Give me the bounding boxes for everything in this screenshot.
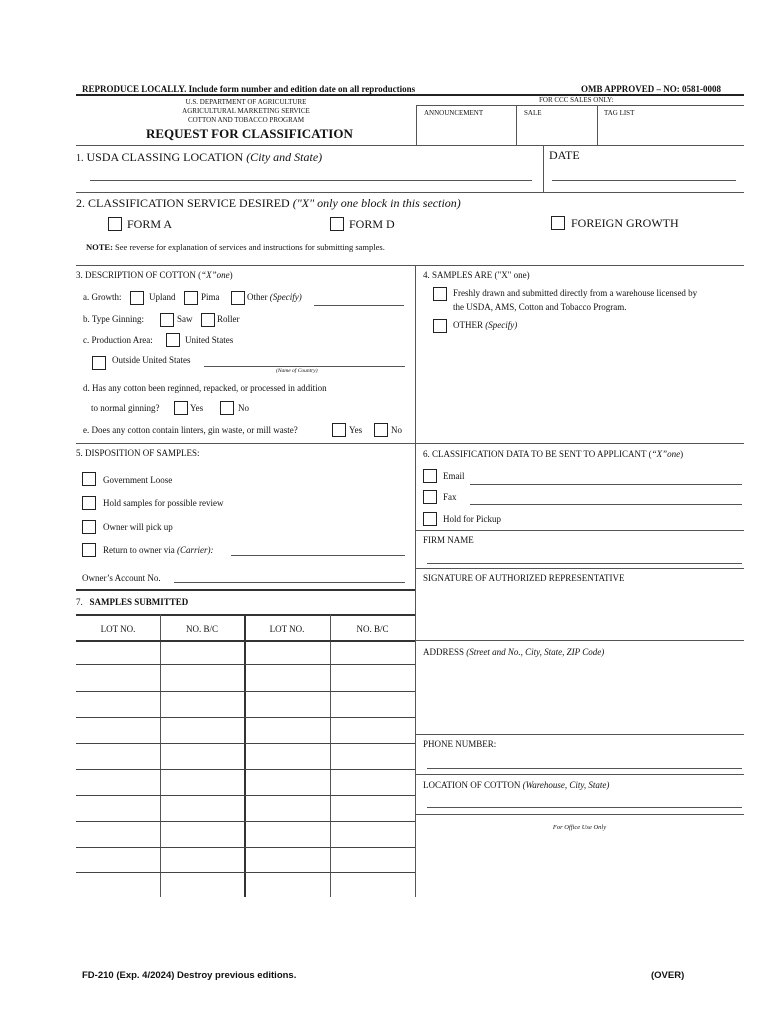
section1-label: 1. USDA CLASSING LOCATION (City and State) [76, 150, 323, 164]
roller-label: Roller [217, 314, 240, 324]
date-field[interactable] [552, 180, 736, 181]
table-row[interactable] [76, 769, 415, 770]
email-field[interactable] [470, 484, 742, 485]
email-checkbox[interactable] [423, 469, 437, 483]
samples-table [76, 614, 415, 897]
freshly-drawn-checkbox[interactable] [433, 287, 447, 301]
col-no-bc-2: NO. B/C [356, 624, 389, 634]
table-row[interactable] [76, 795, 415, 796]
ccc-announcement-label: ANNOUNCEMENT [424, 109, 484, 117]
office-use-label: For Office Use Only [552, 824, 607, 831]
reginned-yes-checkbox[interactable] [174, 401, 188, 415]
upland-checkbox[interactable] [130, 291, 144, 305]
linters-yes-checkbox[interactable] [332, 423, 346, 437]
growth-label: a. Growth: [83, 292, 122, 302]
date-label: DATE [549, 148, 580, 162]
ccc-tag-list-label: TAG LIST [604, 109, 635, 117]
table-header-rule [76, 640, 415, 642]
united-states-label: United States [185, 335, 234, 345]
reproduce-note: REPRODUCE LOCALLY. Include form number and edition date on all reproductions [82, 84, 416, 94]
agency-line-2: AGRICULTURAL MARKETING SERVICE [182, 107, 310, 115]
section6-label: 6. CLASSIFICATION DATA TO BE SENT TO APPLICANT (“X”one) [423, 449, 684, 459]
reginned-question-cont: to normal ginning? [91, 403, 160, 413]
phone-label: PHONE NUMBER: [423, 739, 497, 749]
hold-pickup-checkbox[interactable] [423, 512, 437, 526]
account-label: Owner’s Account No. [82, 573, 161, 583]
section7-label: 7. SAMPLES SUBMITTED [76, 597, 189, 607]
header-rule [76, 94, 744, 96]
table-row[interactable] [76, 691, 415, 692]
col-no-bc-1: NO. B/C [185, 624, 218, 634]
table-row[interactable] [76, 847, 415, 848]
saw-label: Saw [177, 314, 193, 324]
signature-label: SIGNATURE OF AUTHORIZED REPRESENTATIVE [423, 573, 625, 583]
roller-checkbox[interactable] [201, 313, 215, 327]
form-a-checkbox[interactable] [108, 217, 122, 231]
reginned-no-label: No [238, 403, 249, 413]
upland-label: Upland [149, 292, 176, 302]
pima-checkbox[interactable] [184, 291, 198, 305]
country-note: (Name of Country) [276, 368, 318, 374]
pima-label: Pima [201, 292, 220, 302]
ginning-label: b. Type Ginning: [83, 314, 144, 324]
location-label: LOCATION OF COTTON (Warehouse, City, State) [423, 780, 610, 790]
form-id: FD-210 (Exp. 4/2024) Destroy previous editions. [82, 970, 297, 981]
linters-no-label: No [391, 425, 402, 435]
table-row[interactable] [76, 664, 415, 665]
foreign-growth-checkbox[interactable] [551, 216, 565, 230]
fax-checkbox[interactable] [423, 490, 437, 504]
section4-label: 4. SAMPLES ARE ("X" one) [423, 270, 530, 280]
hold-review-checkbox[interactable] [82, 496, 96, 510]
growth-other-checkbox[interactable] [231, 291, 245, 305]
growth-other-field[interactable] [314, 305, 404, 306]
return-owner-label: Return to owner via (Carrier): [103, 545, 214, 555]
linters-yes-label: Yes [349, 425, 363, 435]
table-row[interactable] [76, 717, 415, 718]
section3-label: 3. DESCRIPTION OF COTTON (“X”one) [76, 270, 233, 280]
foreign-growth-label: FOREIGN GROWTH [571, 216, 679, 230]
firm-name-field[interactable] [427, 563, 742, 564]
classing-location-field[interactable] [90, 180, 532, 181]
table-row[interactable] [76, 872, 415, 873]
hold-review-label: Hold samples for possible review [103, 498, 224, 508]
col-lot-no-2: LOT NO. [269, 624, 305, 634]
form-d-label: FORM D [349, 217, 395, 231]
section5-label: 5. DISPOSITION OF SAMPLES: [76, 448, 200, 458]
samples-other-label: OTHER (Specify) [453, 320, 518, 330]
carrier-field[interactable] [231, 555, 405, 556]
united-states-checkbox[interactable] [166, 333, 180, 347]
owner-pickup-checkbox[interactable] [82, 520, 96, 534]
ccc-sales-label: FOR CCC SALES ONLY: [539, 96, 614, 104]
growth-other-label: Other (Specify) [247, 292, 302, 302]
form-title: REQUEST FOR CLASSIFICATION [146, 126, 353, 141]
freshly-drawn-label: Freshly drawn and submitted directly from a warehouse licensed by [453, 288, 698, 298]
reginned-no-checkbox[interactable] [220, 401, 234, 415]
outside-us-label: Outside United States [112, 355, 191, 365]
reginned-yes-label: Yes [190, 403, 204, 413]
country-field[interactable] [204, 366, 405, 367]
fax-label: Fax [443, 492, 457, 502]
reginned-question: d. Has any cotton been reginned, repacked, or processed in addition [83, 383, 327, 393]
owner-pickup-label: Owner will pick up [103, 522, 173, 532]
saw-checkbox[interactable] [160, 313, 174, 327]
section2-note: NOTE: See reverse for explanation of services and instructions for submitting samples. [86, 242, 385, 252]
table-row[interactable] [76, 743, 415, 744]
gov-loose-label: Government Loose [103, 475, 173, 485]
address-label: ADDRESS (Street and No., City, State, ZIP Code) [423, 647, 605, 657]
ccc-sale-label: SALE [524, 109, 542, 117]
return-owner-checkbox[interactable] [82, 543, 96, 557]
outside-us-checkbox[interactable] [92, 356, 106, 370]
samples-other-checkbox[interactable] [433, 319, 447, 333]
form-d-checkbox[interactable] [330, 217, 344, 231]
form-a-label: FORM A [127, 217, 173, 231]
location-field[interactable] [427, 807, 742, 808]
fax-field[interactable] [470, 504, 742, 505]
agency-line-1: U.S. DEPARTMENT OF AGRICULTURE [185, 98, 307, 106]
omb-number: OMB APPROVED – NO: 0581-0008 [581, 84, 721, 94]
linters-question: e. Does any cotton contain linters, gin waste, or mill waste? [83, 425, 298, 435]
agency-line-3: COTTON AND TOBACCO PROGRAM [187, 116, 305, 124]
section2-label: 2. CLASSIFICATION SERVICE DESIRED ("X" only one block in this section) [76, 196, 461, 210]
linters-no-checkbox[interactable] [374, 423, 388, 437]
area-label: c. Production Area: [83, 335, 153, 345]
email-label: Email [443, 471, 465, 481]
account-field[interactable] [174, 582, 405, 583]
phone-field[interactable] [427, 768, 742, 769]
over-label: (OVER) [651, 970, 685, 981]
col-lot-no-1: LOT NO. [100, 624, 136, 634]
hold-pickup-label: Hold for Pickup [443, 514, 501, 524]
freshly-drawn-label-cont: the USDA, AMS, Cotton and Tobacco Program. [453, 302, 627, 312]
table-row[interactable] [76, 821, 415, 822]
gov-loose-checkbox[interactable] [82, 472, 96, 486]
firm-name-label: FIRM NAME [423, 535, 474, 545]
